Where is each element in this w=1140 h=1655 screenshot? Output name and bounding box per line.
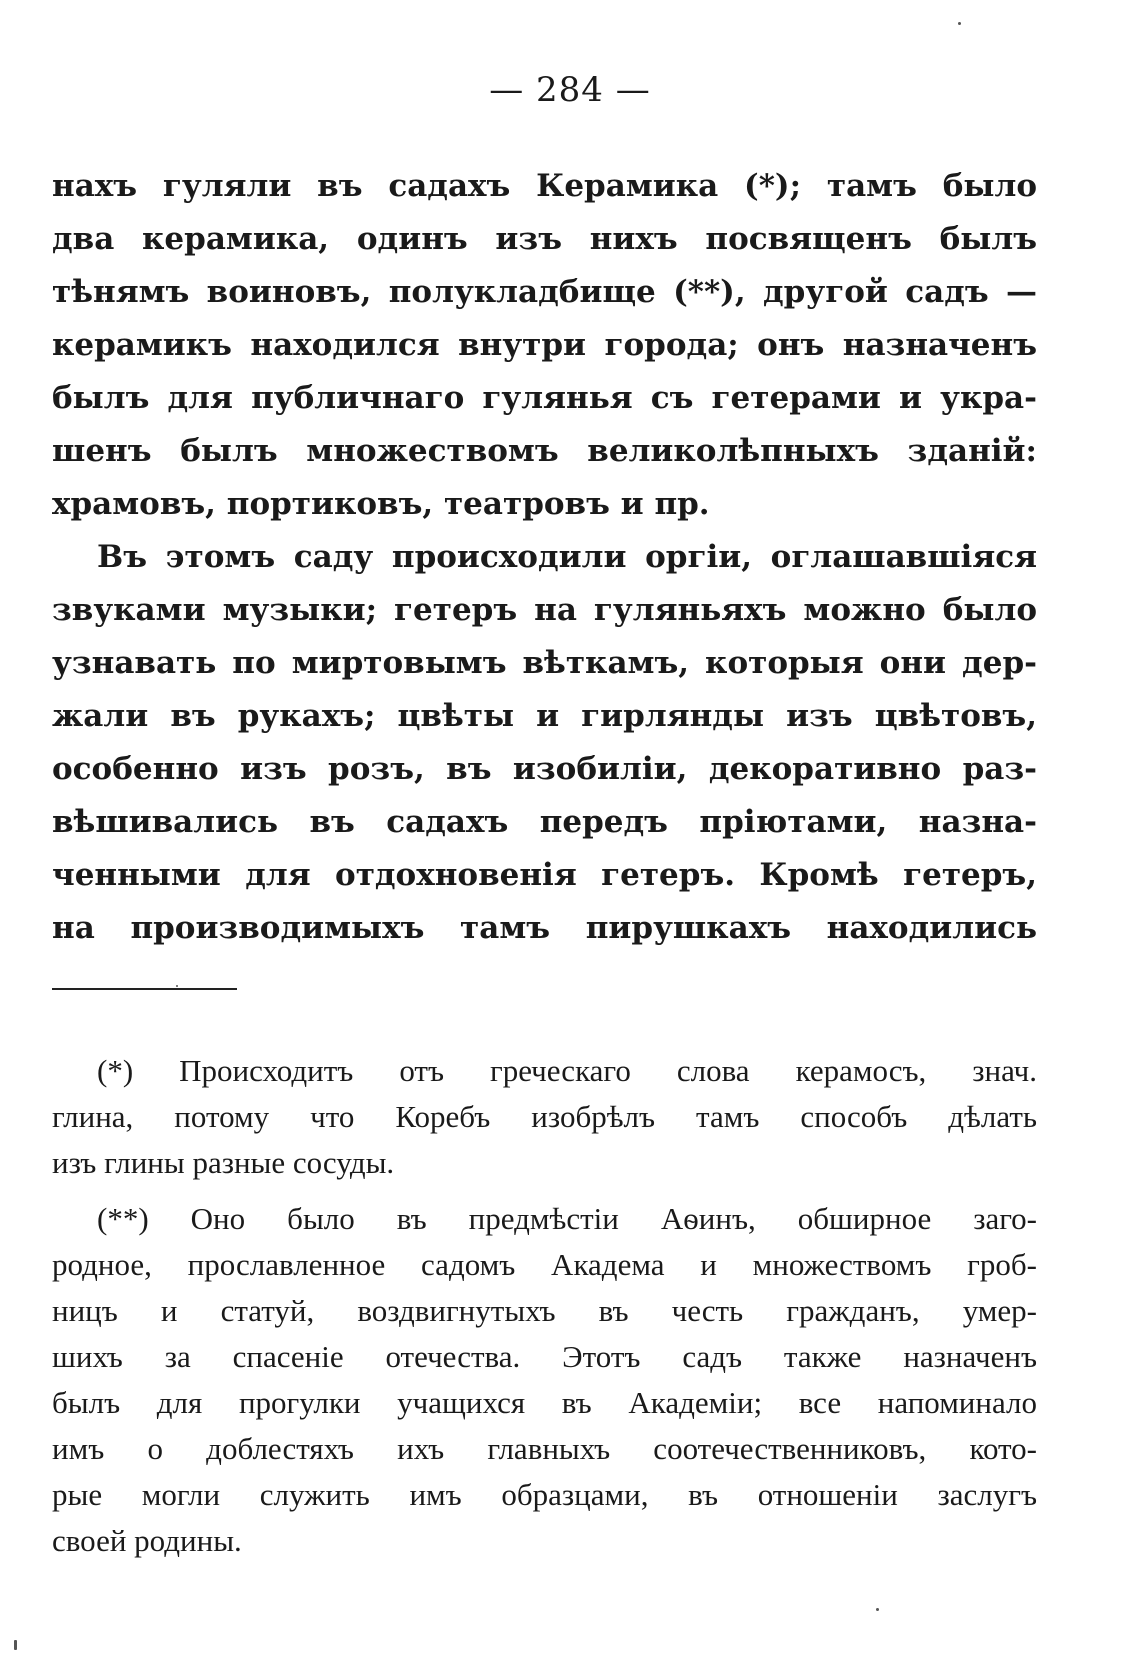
text-line: тѣнямъ воиновъ, полукладбище (**), другой садъ — bbox=[52, 274, 1037, 310]
footnote-line: имъ о доблестяхъ ихъ главныхъ соотечественниковъ, кото- bbox=[52, 1431, 1037, 1466]
text-line: ченными для отдохновенія гетеръ. Кромѣ гетеръ, bbox=[52, 857, 1037, 893]
footnote-line: шихъ за спасеніе отечества. Этотъ садъ также назначенъ bbox=[52, 1339, 1037, 1374]
text-line: особенно изъ розъ, въ изобиліи, декоративно раз- bbox=[52, 751, 1037, 787]
text-line: былъ для публичнаго гулянья съ гетерами и укра- bbox=[52, 380, 1037, 416]
text-line: вѣшивались въ садахъ передъ пріютами, назна- bbox=[52, 804, 1037, 840]
main-text bbox=[52, 160, 1037, 955]
footnote-2 bbox=[52, 1196, 1037, 1564]
footnote-line: былъ для прогулки учащихся въ Академіи; все напоминало bbox=[52, 1385, 1037, 1420]
footnote-line: изъ глины разные сосуды. bbox=[52, 1145, 395, 1180]
footnote-line: ницъ и статуй, воздвигнутыхъ въ честь гражданъ, умер- bbox=[52, 1293, 1037, 1328]
text-line: нахъ гуляли въ садахъ Керамика (*); тамъ было bbox=[52, 168, 1037, 204]
text-line: жали въ рукахъ; цвѣты и гирлянды изъ цвѣтовъ, bbox=[52, 698, 1037, 734]
footnote-line: своей родины. bbox=[52, 1523, 242, 1558]
scan-speck bbox=[14, 1640, 17, 1650]
footnote-line: (*) Происходитъ отъ греческаго слова керамосъ, знач. bbox=[97, 1053, 1037, 1088]
text-line: керамикъ находился внутри города; онъ назначенъ bbox=[52, 327, 1037, 363]
text-line: два керамика, одинъ изъ нихъ посвященъ былъ bbox=[52, 221, 1037, 257]
footnote-1 bbox=[52, 1048, 1037, 1186]
text-line: на производимыхъ тамъ пирушкахъ находились bbox=[52, 910, 1037, 946]
scan-speck bbox=[176, 985, 178, 987]
footnote-line: глина, потому что Коребъ изобрѣлъ тамъ способъ дѣлать bbox=[52, 1099, 1037, 1134]
text-line: узнавать по миртовымъ вѣткамъ, которыя они дер- bbox=[52, 645, 1037, 681]
text-line: храмовъ, портиковъ, театровъ и пр. bbox=[52, 486, 710, 522]
footnote-line: родное, прославленное садомъ Академа и множествомъ гроб- bbox=[52, 1247, 1037, 1282]
footnote-line: рые могли служить имъ образцами, въ отношеніи заслугъ bbox=[52, 1477, 1037, 1512]
scan-speck bbox=[876, 1608, 879, 1611]
text-line: шенъ былъ множествомъ великолѣпныхъ зданій: bbox=[52, 433, 1037, 469]
scan-speck bbox=[958, 22, 961, 25]
footnote-separator bbox=[52, 988, 237, 990]
text-line: звуками музыки; гетеръ на гуляньяхъ можно было bbox=[52, 592, 1037, 628]
page-number: — 284 — bbox=[489, 70, 651, 110]
footnote-line: (**) Оно было въ предмѣстіи Аѳинъ, обширное заго- bbox=[97, 1201, 1037, 1236]
text-line: Въ этомъ саду происходили оргіи, оглашавшіяся bbox=[97, 539, 1037, 575]
footnotes bbox=[52, 1048, 1037, 1564]
